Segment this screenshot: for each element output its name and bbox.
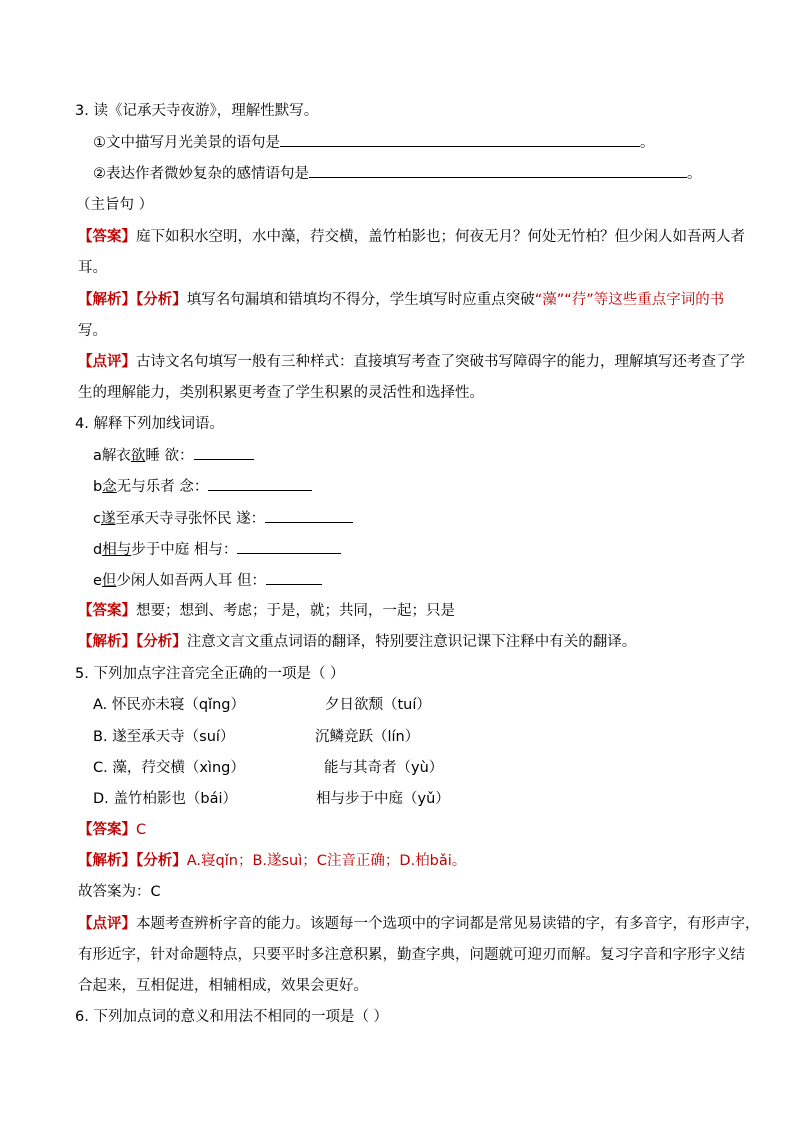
q5-option-b xyxy=(93,727,420,747)
q4-item-b xyxy=(93,476,312,497)
comment-tag: 【点评】 xyxy=(78,354,136,370)
answer-tag: 【答案】 xyxy=(78,229,136,245)
q5-option-d-left: D. 盖竹柏影也（bái） xyxy=(93,791,238,807)
q5-analysis-text: A.寝qǐn；B.遂suì；C注音正确；D.柏bǎi。 xyxy=(186,853,467,869)
q4-item-e-blank[interactable] xyxy=(266,570,322,585)
q4-item-c-blank[interactable] xyxy=(265,508,353,523)
q3-analysis-text-b: “藻”“荇”等这些重点字词的书 xyxy=(534,292,725,308)
q5-comment-text: 本题考查辨析字音的能力。该题每一个选项中的字词都是常见易读错的字，有多音字，有形声字， xyxy=(136,916,760,932)
q4-item-b-blank[interactable] xyxy=(208,476,312,491)
q3-answer-text: 庭下如积水空明，水中藻，荇交横，盖竹柏影也；何夜无月？何处无竹柏？但少闲人如吾两人者 xyxy=(136,229,745,245)
q5-comment-cont1: 有形近字，针对命题特点，只要平时多注意积累，勤查字典，问题就可迎刃而解。复习字音和字形字义结 xyxy=(78,947,745,963)
q3-analysis-text-a: 填写名句漏填和错填均不得分，学生填写时应重点突破 xyxy=(186,292,535,308)
q4-item-c-text: 至承天寺寻张怀民 遂： xyxy=(115,511,266,527)
q6-title: 6. 下列加点词的意义和用法不相同的一项是（ ） xyxy=(75,1009,389,1025)
q3-item2-suffix: 。 xyxy=(687,166,702,182)
q5-option-c-left: C. 藻，荇交横（xìng） xyxy=(93,760,245,776)
q4-item-b-word: 念 xyxy=(102,479,117,495)
q4-analysis-text: 注意文言文重点词语的翻译，特别要注意识记课下注释中有关的翻译。 xyxy=(186,634,637,650)
q4-answer-text: 想要；想到、考虑；于是，就；共同，一起；只是 xyxy=(136,603,455,619)
q3-item2-prefix: ②表达作者微妙复杂的感情语句是 xyxy=(93,166,309,182)
analysis-tag: 【解析】【分析】 xyxy=(78,292,187,308)
q4-item-a-word: 欲 xyxy=(130,448,146,464)
q4-item-e xyxy=(93,570,322,591)
q4-item-d-word: 相与 xyxy=(102,542,132,558)
q3-answer xyxy=(78,227,745,247)
analysis-tag: 【解析】【分析】 xyxy=(78,853,187,869)
q3-item1-blank[interactable] xyxy=(280,132,640,147)
q4-item-e-text: 少闲人如吾两人耳 但： xyxy=(116,573,267,589)
q5-analysis xyxy=(78,851,466,871)
q4-item-c xyxy=(93,508,353,529)
analysis-tag: 【解析】【分析】 xyxy=(78,634,187,650)
q5-option-a-right: 夕日欲颓（tuí） xyxy=(325,697,431,713)
q4-title: 4. 解释下列加线词语。 xyxy=(75,416,224,432)
q5-option-a-left: A. 怀民亦未寝（qǐng） xyxy=(93,697,246,713)
q5-title: 5. 下列加点字注音完全正确的一项是（ ） xyxy=(75,666,345,682)
q3-analysis-cont: 写。 xyxy=(78,323,107,339)
q4-answer xyxy=(78,601,455,621)
q4-item-b-prefix: b xyxy=(93,479,103,495)
q4-item-a xyxy=(93,445,254,466)
q3-comment-text: 古诗文名句填写一般有三种样式：直接填写考查了突破书写障碍字的能力，理解填写还考查了学 xyxy=(136,354,745,370)
q5-option-b-right: 沉鳞竞跃（lín） xyxy=(315,729,420,745)
answer-tag: 【答案】 xyxy=(78,822,136,838)
comment-tag: 【点评】 xyxy=(78,916,136,932)
q5-conclusion xyxy=(78,882,161,902)
q5-option-d-right: 相与步于中庭（yǔ） xyxy=(316,791,450,807)
q5-answer xyxy=(78,820,146,840)
q5-comment-cont2: 合起来，互相促进，相辅相成，效果会更好。 xyxy=(78,978,368,994)
q5-option-b-left: B. 遂至承天寺（suí） xyxy=(93,729,235,745)
q4-item-e-word: 但 xyxy=(101,573,117,589)
q3-note: （主旨句 ） xyxy=(76,197,154,213)
q4-item-d-prefix: d xyxy=(93,542,103,558)
q5-option-d xyxy=(93,789,450,809)
q4-item-d-blank[interactable] xyxy=(237,539,341,554)
q3-item2 xyxy=(93,163,702,184)
q4-item-d-text: 步于中庭 相与： xyxy=(131,542,238,558)
answer-tag: 【答案】 xyxy=(78,603,136,619)
q3-title: 3. 读《记承天寺夜游》，理解性默写。 xyxy=(75,103,319,119)
q5-option-a xyxy=(93,695,431,715)
q4-item-b-text: 无与乐者 念： xyxy=(116,479,209,495)
q4-item-a-text: 睡 欲： xyxy=(145,448,194,464)
q4-item-d xyxy=(93,539,341,560)
q5-conclusion-text: 故答案为：C xyxy=(78,884,161,900)
q5-option-c-right: 能与其奇者（yù） xyxy=(324,760,444,776)
q5-comment xyxy=(78,914,760,934)
q3-analysis xyxy=(78,290,724,310)
q4-item-a-blank[interactable] xyxy=(194,445,254,460)
q3-item1-suffix: 。 xyxy=(640,135,655,151)
q3-item1 xyxy=(93,132,655,153)
q3-item1-prefix: ①文中描写月光美景的语句是 xyxy=(93,135,280,151)
q4-item-a-prefix: a解衣 xyxy=(93,448,131,464)
q3-comment-cont: 生的理解能力，类别积累更考查了学生积累的灵活性和选择性。 xyxy=(78,385,484,401)
q3-answer-cont: 耳。 xyxy=(78,260,107,276)
q4-item-c-prefix: c xyxy=(93,511,101,527)
q5-option-c xyxy=(93,758,444,778)
q4-analysis xyxy=(78,632,636,652)
q3-item2-blank[interactable] xyxy=(309,163,687,178)
q4-item-c-word: 遂 xyxy=(100,511,116,527)
q4-item-e-prefix: e xyxy=(93,573,102,589)
q5-answer-text: C xyxy=(136,822,147,838)
q3-comment xyxy=(78,352,745,372)
